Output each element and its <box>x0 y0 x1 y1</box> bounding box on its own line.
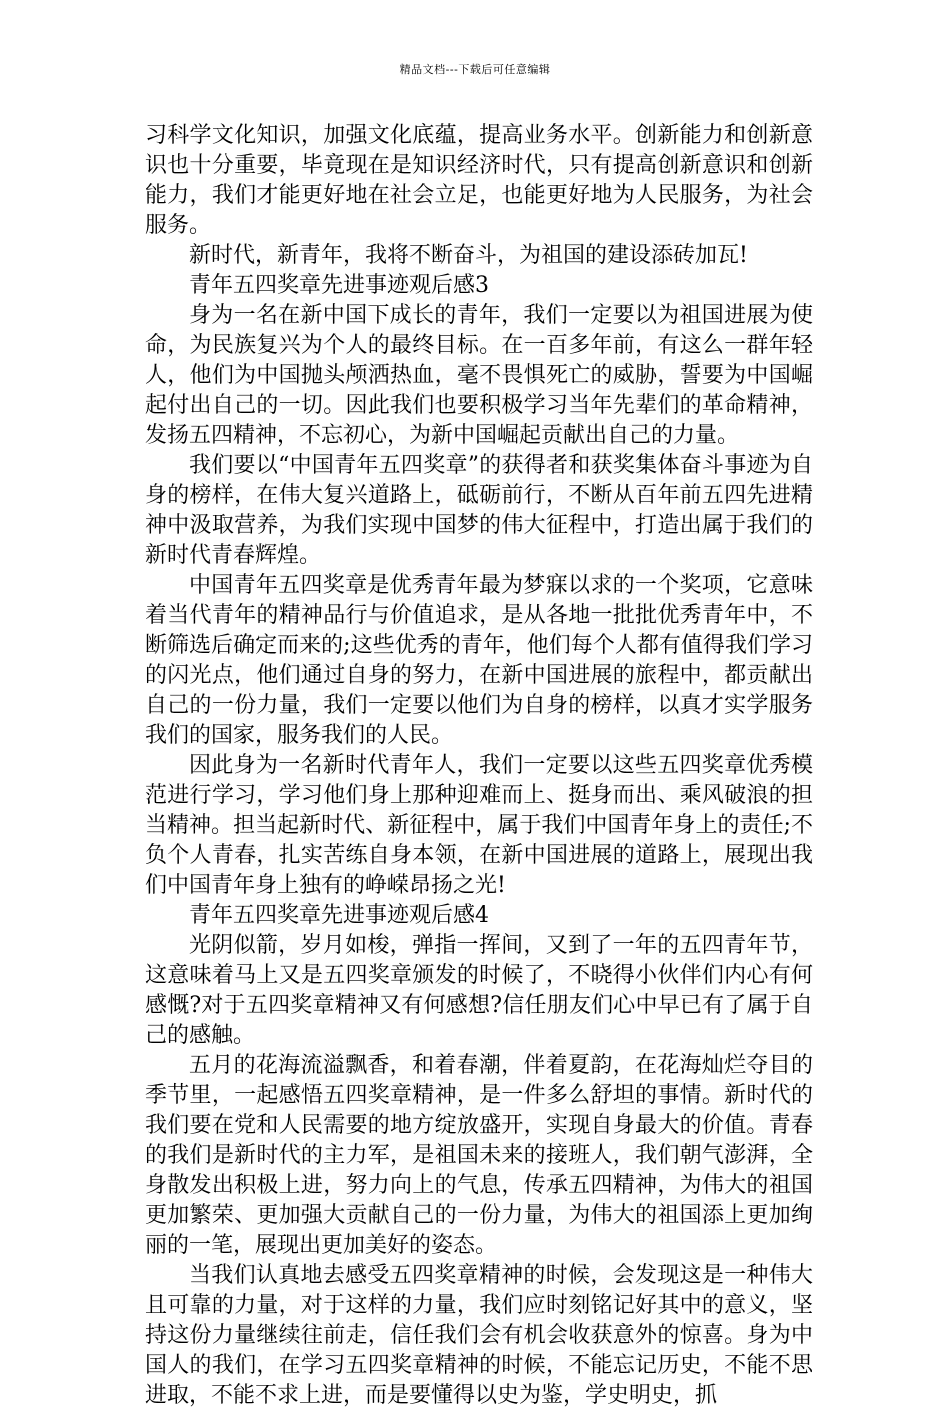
paragraph: 习科学文化知识，加强文化底蕴，提高业务水平。创新能力和创新意识也十分重要，毕竟现在是知识经济时代，只有提高创新意识和创新能力，我们才能更好地在社会立足，也能更好地为人民服务，为社会服务。 <box>145 123 813 238</box>
paragraph: 新时代，新青年，我将不断奋斗，为祖国的建设添砖加瓦! <box>189 243 748 268</box>
paragraph: 五月的花海流溢飘香，和着春潮，伴着夏韵，在花海灿烂夺目的季节里，一起感悟五四奖章精神，是一件多么舒坦的事情。新时代的我们要在党和人民需要的地方绽放盛开，实现自身最大的价值。青春的我们是新时代的主力军，是祖国未来的接班人，我们朝气澎湃，全身散发出积极上进，努力向上的气息，传承五四精神，为伟大的祖国更加繁荣、更加强大贡献自己的一份力量，为伟大的祖国添上更加绚丽的一笔，展现出更加美好的姿态。 <box>145 1053 813 1258</box>
paragraph: 中国青年五四奖章是优秀青年最为梦寐以求的一个奖项，它意味着当代青年的精神品行与价值追求，是从各地一批批优秀青年中，不断筛选后确定而来的;这些优秀的青年，他们每个人都有值得我们学习的闪光点，他们通过自身的努力，在新中国进展的旅程中，都贡献出自己的一份力量，我们一定要以他们为自身的榜样，以真才实学服务我们的国家，服务我们的人民。 <box>145 573 813 748</box>
paragraph: 当我们认真地去感受五四奖章精神的时候，会发现这是一种伟大且可靠的力量，对于这样的力量，我们应时刻铭记好其中的意义，坚持这份力量继续往前走，信任我们会有机会收获意外的惊喜。身为中国人的我们，在学习五四奖章精神的时候，不能忘记历史，不能不思进取，不能不求上进，而是要懂得以史为鉴，学史明史，抓 <box>145 1263 813 1408</box>
section-heading: 青年五四奖章先进事迹观后感4 <box>189 903 489 928</box>
paragraph: 身为一名在新中国下成长的青年，我们一定要以为祖国进展为使命，为民族复兴为个人的最终目标。在一百多年前，有这么一群年轻人，他们为中国抛头颅洒热血，毫不畏惧死亡的威胁，誓要为中国崛起付出自己的一切。因此我们也要积极学习当年先辈们的革命精神，发扬五四精神，不忘初心，为新中国崛起贡献出自己的力量。 <box>145 303 813 448</box>
paragraph: 因此身为一名新时代青年人，我们一定要以这些五四奖章优秀模范进行学习，学习他们身上那种迎难而上、挺身而出、乘风破浪的担当精神。担当起新时代、新征程中，属于我们中国青年身上的责任;不负个人青春，扎实苦练自身本领，在新中国进展的道路上，展现出我们中国青年身上独有的峥嵘昂扬之光! <box>145 753 813 898</box>
paragraph: 光阴似箭，岁月如梭，弹指一挥间，又到了一年的五四青年节，这意味着马上又是五四奖章颁发的时候了，不晓得小伙伴们内心有何感慨?对于五四奖章精神又有何感想?信任朋友们心中早已有了属于自己的感触。 <box>145 933 813 1048</box>
section-heading: 青年五四奖章先进事迹观后感3 <box>189 273 489 298</box>
document-body <box>145 121 813 1411</box>
paragraph: 我们要以“中国青年五四奖章”的获得者和获奖集体奋斗事迹为自身的榜样，在伟大复兴道路上，砥砺前行，不断从百年前五四先进精神中汲取营养，为我们实现中国梦的伟大征程中，打造出属于我们的新时代青春辉煌。 <box>145 453 813 568</box>
page-header: 精品文档---下载后可任意编辑 <box>399 63 551 76</box>
